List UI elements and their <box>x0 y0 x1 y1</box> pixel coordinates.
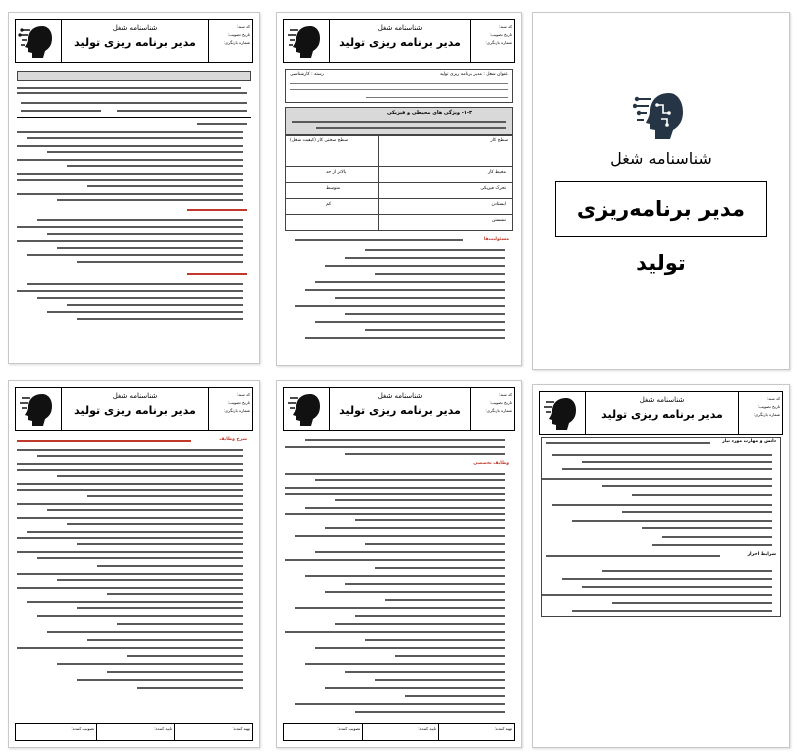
page-body: شرح وظایف <box>17 437 251 719</box>
header-meta: کد سند: تاریخ تصویب: شماره بازنگری: <box>208 388 252 430</box>
header-meta: کد سند: تاریخ تصویب: شماره بازنگری: <box>470 20 514 62</box>
header-title: شناسنامه شغل مدیر برنامه ریزی تولید <box>601 396 723 421</box>
page-6 <box>532 384 790 748</box>
signature-footer: تهیه کننده: تایید کننده: تصویب کننده: <box>283 723 515 741</box>
page-5 <box>276 380 522 748</box>
job-info-box: عنوان شغل : مدیر برنامه ریزی تولید رسته : کارشناسی <box>285 69 513 103</box>
head-logo-icon <box>284 388 330 430</box>
head-logo-icon <box>284 20 330 62</box>
page-header <box>283 19 515 63</box>
header-title: شناسنامه شغل مدیر برنامه ریزی تولید <box>339 392 461 417</box>
page-header <box>539 391 783 435</box>
cover-job-title: مدیر برنامه‌ریزی تولید <box>555 181 767 237</box>
page-header <box>15 19 253 63</box>
page-body: عنوان شغل : مدیر برنامه ریزی تولید رسته : کارشناسی ۱-۳- ویژگی های محیطی و فیزیکی سطح کار سطح سختی کار (کیفیت شغل) محیط کار تحرک فیزیکی ایستادن نشستن بالاتر از حد متوسط کم مسئولیت‌ها <box>285 69 513 357</box>
cover-page <box>532 12 790 370</box>
page-header <box>15 387 253 431</box>
environment-table: سطح کار سطح سختی کار (کیفیت شغل) محیط کار تحرک فیزیکی ایستادن نشستن بالاتر از حد متوسط کم <box>285 135 513 231</box>
head-logo-icon <box>16 388 62 430</box>
header-meta: کد سند: تاریخ تصویب: شماره بازنگری: <box>470 388 514 430</box>
head-logo-icon <box>16 20 62 62</box>
page-1 <box>8 12 260 364</box>
header-meta: کد سند: تاریخ تصویب: شماره بازنگری: <box>208 20 252 62</box>
section-header: ۱-۳- ویژگی های محیطی و فیزیکی <box>285 107 513 135</box>
header-meta: کد سند: تاریخ تصویب: شماره بازنگری: <box>738 392 782 434</box>
page-body: وظایف تخصصی <box>285 437 513 719</box>
cover-logo-icon <box>633 87 693 147</box>
section-bar <box>17 71 251 81</box>
page-4 <box>8 380 260 748</box>
page-header <box>283 387 515 431</box>
page-body <box>17 69 251 355</box>
header-title: شناسنامه شغل مدیر برنامه ریزی تولید <box>339 24 461 49</box>
head-logo-icon <box>540 392 586 434</box>
header-title: شناسنامه شغل مدیر برنامه ریزی تولید <box>74 24 196 49</box>
page-2 <box>276 12 522 366</box>
content-frame: دانش و مهارت مورد نیاز شرایط احراز <box>541 437 781 617</box>
signature-footer: تهیه کننده: تایید کننده: تصویب کننده: <box>15 723 253 741</box>
cover-doc-type: شناسنامه شغل <box>610 149 712 168</box>
header-title: شناسنامه شغل مدیر برنامه ریزی تولید <box>74 392 196 417</box>
